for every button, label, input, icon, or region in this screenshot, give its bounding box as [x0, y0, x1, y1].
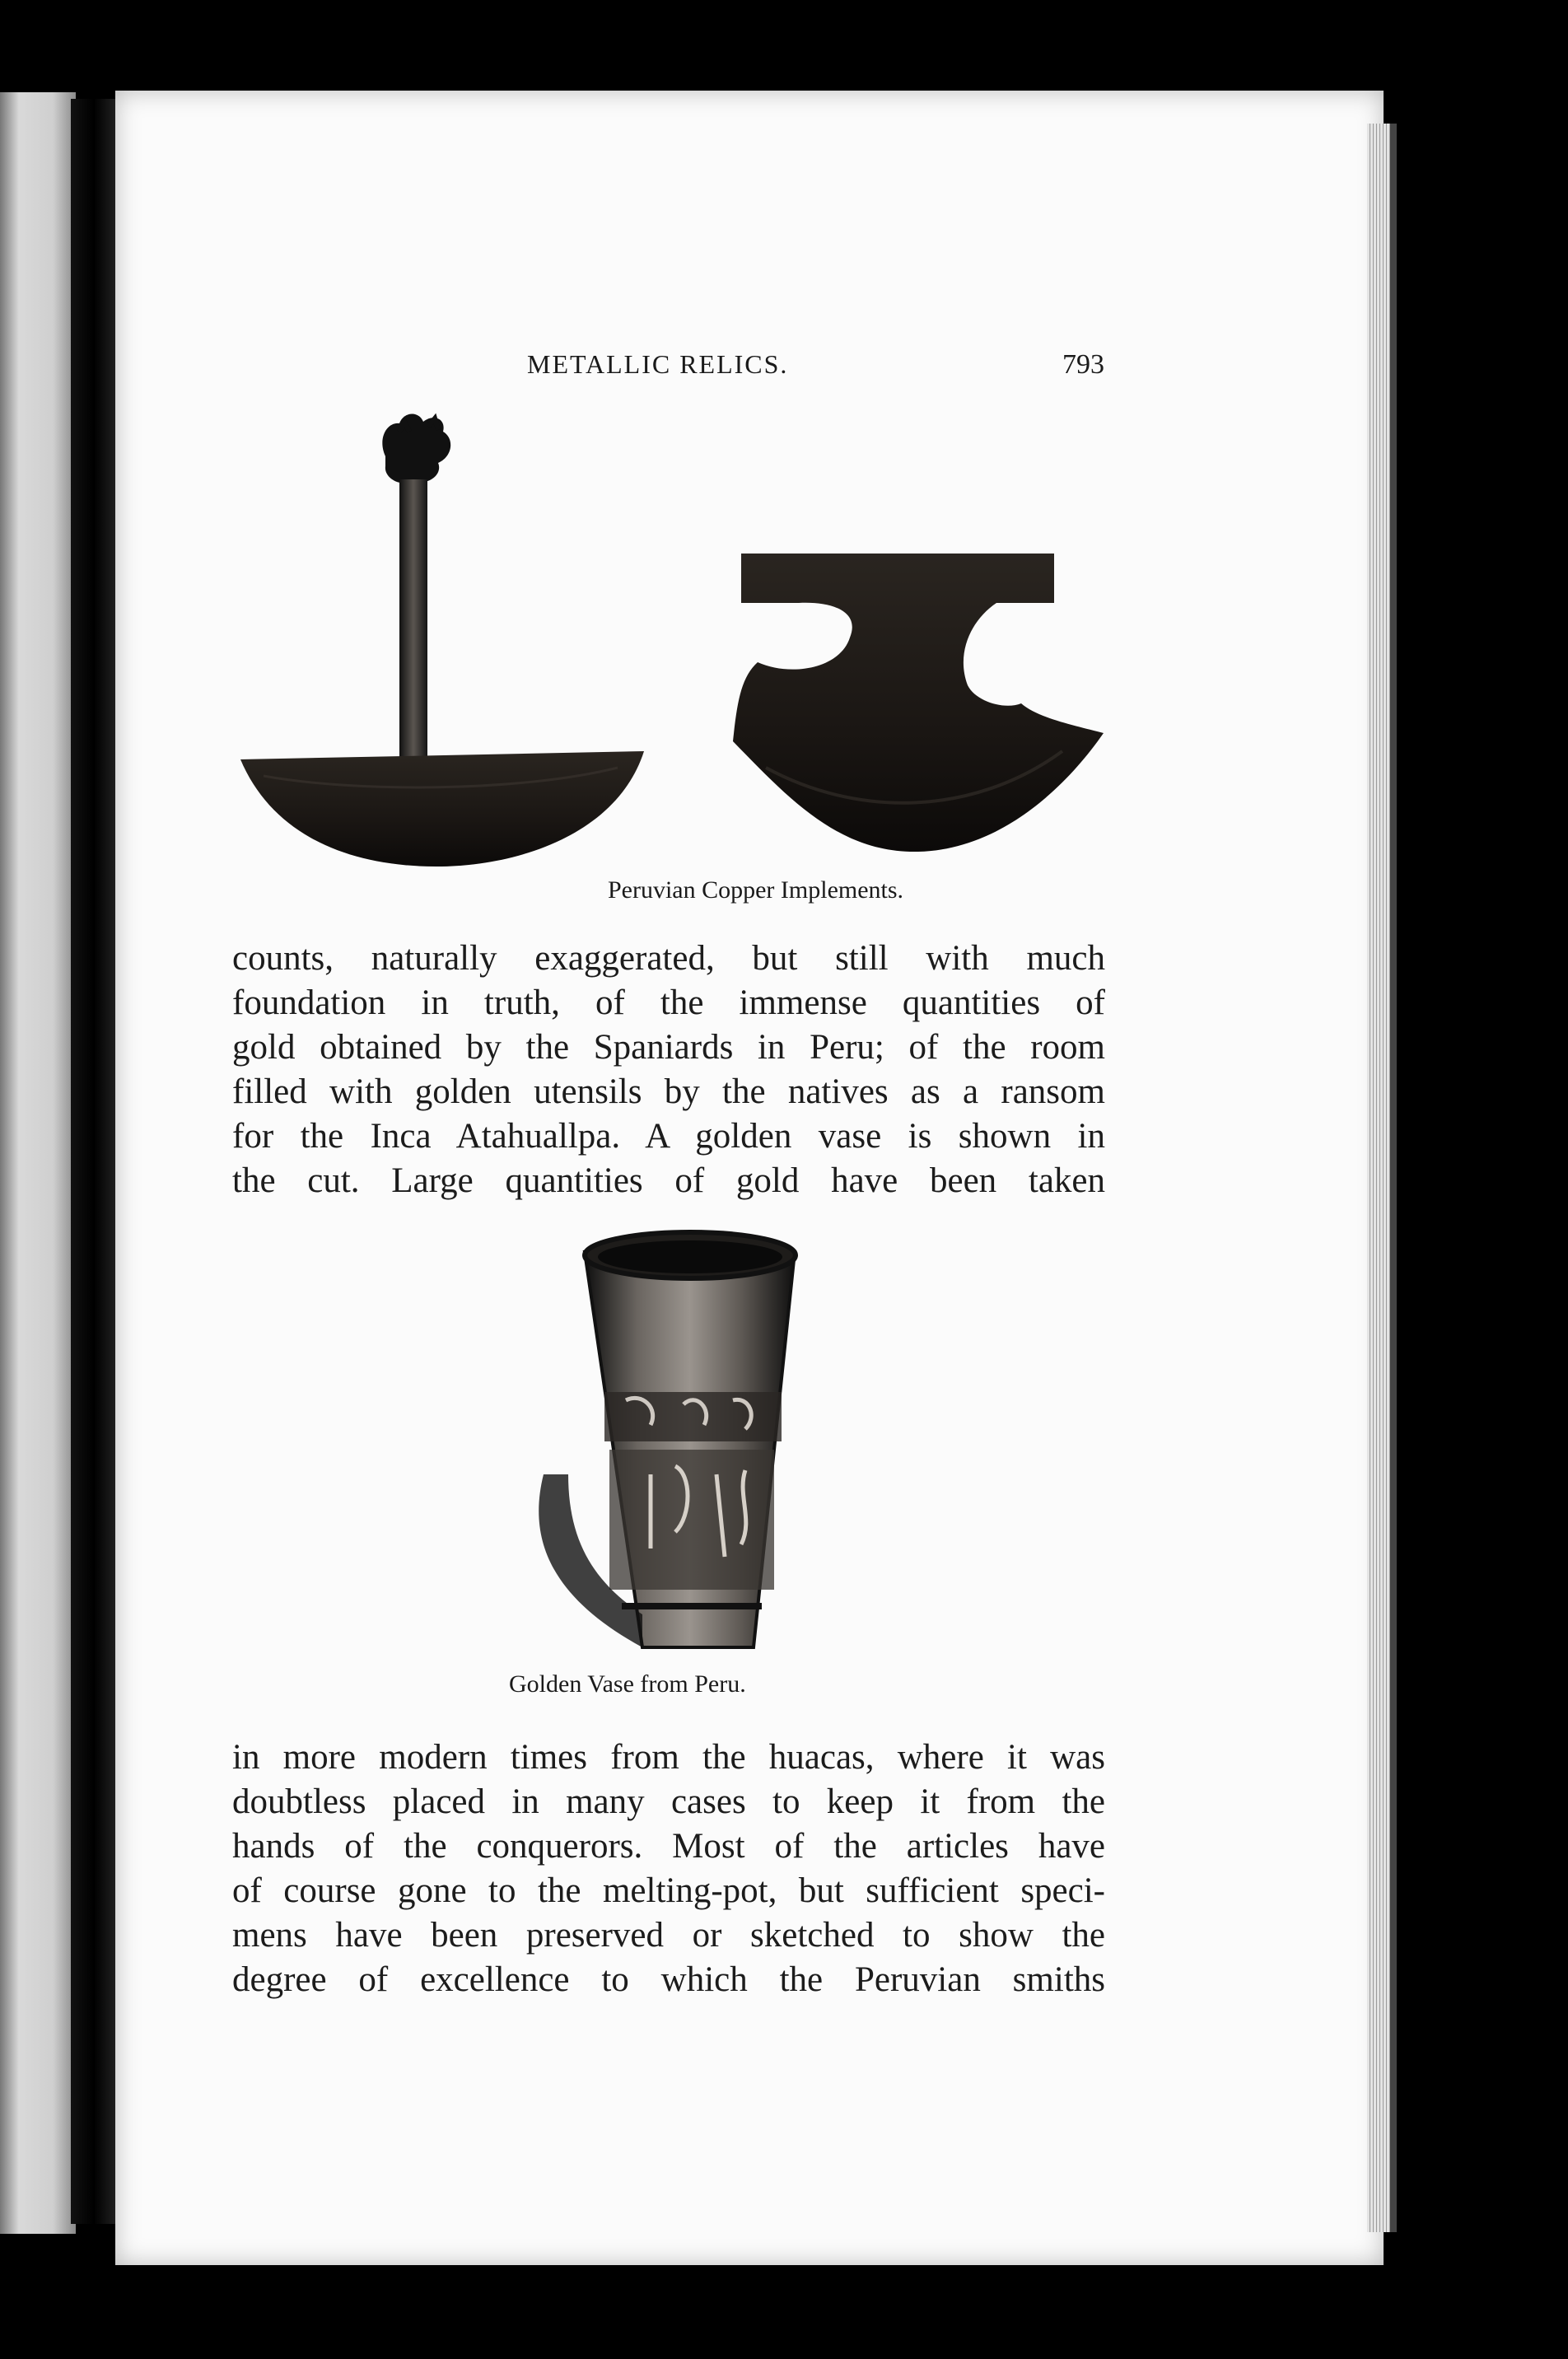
text-line: counts, naturally exaggerated, but still with much: [232, 939, 1105, 978]
text-line: in more modern times from the huacas, where it was: [232, 1738, 1105, 1777]
text-line: hands of the conquerors. Most of the articles have: [232, 1827, 1105, 1866]
copper-axe-blades-illustration: [231, 405, 1112, 875]
body-paragraph-1: [232, 937, 1105, 1203]
figure-caption-implements: [0, 876, 1338, 904]
text-line: doubtless placed in many cases to keep it from the: [232, 1782, 1105, 1821]
text-line: filled with golden utensils by the natives as a ransom: [232, 1072, 1105, 1111]
page-edge-shadow: [1390, 124, 1397, 2232]
left-implement-icon: [240, 413, 644, 867]
previous-page-edge: [0, 92, 76, 2234]
page-number: 793: [1062, 349, 1104, 380]
text-line: mens have been preserved or sketched to show the: [232, 1916, 1105, 1955]
text-line: foundation in truth, of the immense quantities of: [232, 983, 1105, 1022]
right-implement-icon: [733, 554, 1104, 852]
text-line: gold obtained by the Spaniards in Peru; of the room: [232, 1028, 1105, 1067]
text-line: of course gone to the melting-pot, but sufficient speci-: [232, 1871, 1105, 1910]
book-gutter: [71, 99, 117, 2224]
body-paragraph-2: [232, 1735, 1105, 2002]
running-head: METALLIC RELICS.: [527, 349, 789, 379]
caption-text: Peruvian Copper Implements.: [607, 876, 904, 904]
golden-vase-illustration: [519, 1227, 865, 1689]
text-line: the cut. Large quantities of gold have been taken: [232, 1161, 1105, 1200]
figure-caption-vase: Golden Vase from Peru.: [509, 1670, 746, 1698]
vase-icon: [539, 1232, 796, 1647]
text-line: degree of excellence to which the Peruvian smiths: [232, 1960, 1105, 1999]
text-line: for the Inca Atahuallpa. A golden vase is shown in: [232, 1117, 1105, 1156]
